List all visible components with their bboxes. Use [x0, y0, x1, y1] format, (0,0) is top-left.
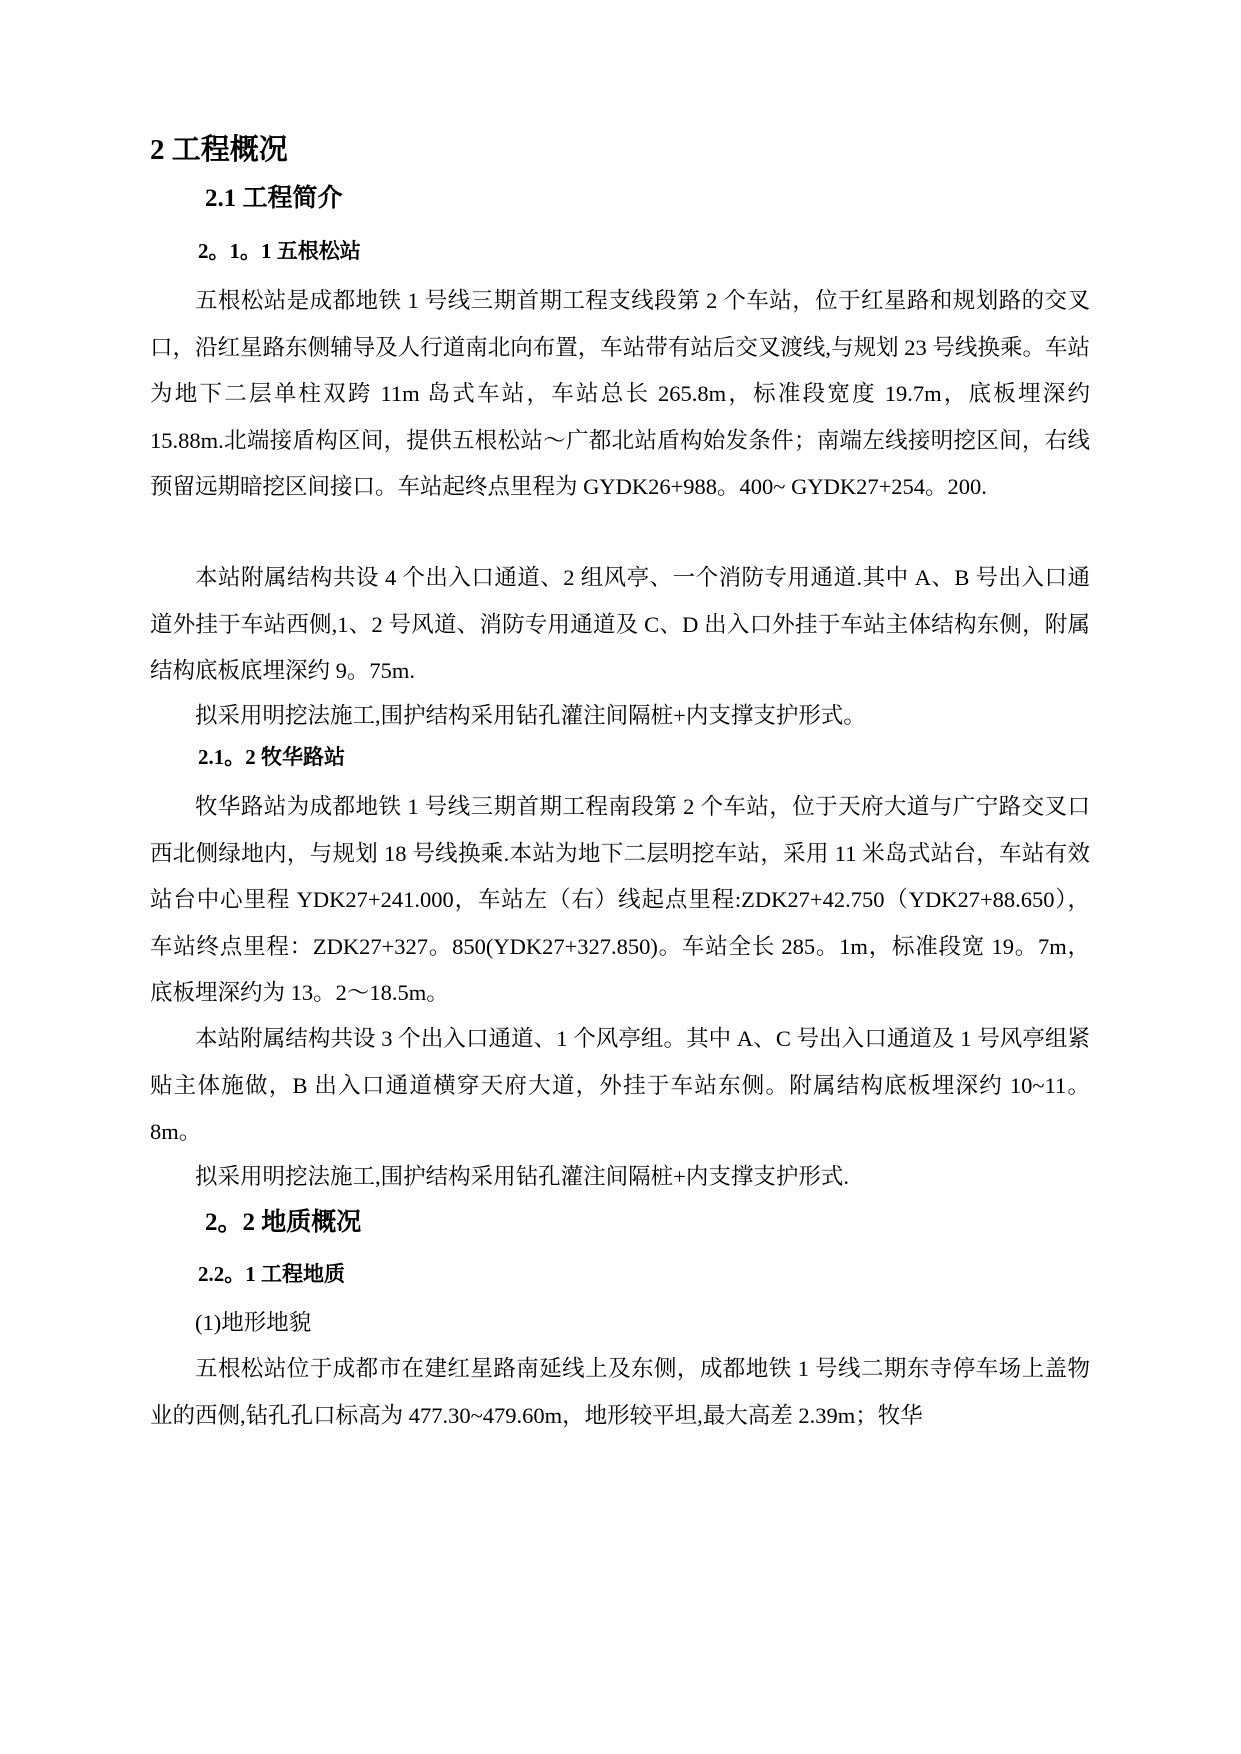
heading-engineering-geology: 2.2。1 工程地质 [198, 1262, 345, 1286]
section-heading: 2 工程概况 [150, 134, 288, 166]
subsection-heading-geology: 2。2 地质概况 [205, 1209, 362, 1236]
heading-wugensong-station: 2。1。1 五根松站 [198, 239, 361, 263]
heading-muhualu-station: 2.1。2 牧华路站 [198, 745, 345, 769]
paragraph-muhualu-construction: 拟采用明挖法施工,围护结构采用钻孔灌注间隔桩+内支撑支护形式. [195, 1164, 849, 1189]
subheading-topography: (1)地形地貌 [195, 1310, 312, 1335]
paragraph-wugensong-overview: 五根松站是成都地铁 1 号线三期首期工程支线段第 2 个车站，位于红星路和规划路的交叉口，沿红星路东侧辅导及人行道南北向布置，车站带有站后交叉渡线,与规划 23 号线换乘。车站为地下二层单柱双跨 11m 岛式车站，车站总长 265.8m，标准段宽度 19.7m，底板埋深约 15.88m.北端接盾构区间，提供五根松站～广都北站盾构始发条件；南端左线接明挖区间，右线预留远期暗挖区间接口。车站起终点里程为 GYDK26+988。400~ GYDK27+254。200. [150, 288, 1090, 499]
paragraph-muhualu-overview: 牧华路站为成都地铁 1 号线三期首期工程南段第 2 个车站，位于天府大道与广宁路交叉口西北侧绿地内，与规划 18 号线换乘.本站为地下二层明挖车站，采用 11 米岛式站台，车站有效站台中心里程 YDK27+241.000，车站左（右）线起点里程:ZDK27+42.750（YDK27+88.650），车站终点里程：ZDK27+327。850(YDK27+327.850)。车站全长 285。1m，标准段宽 19。7m，底板埋深约为 13。2～18.5m。 [150, 794, 1090, 1005]
paragraph-muhualu-ancillary: 本站附属结构共设 3 个出入口通道、1 个风亭组。其中 A、C 号出入口通道及 1 号风亭组紧贴主体施做，B 出入口通道横穿天府大道，外挂于车站东侧。附属结构底板埋深约 10~11。8m。 [150, 1026, 1090, 1144]
paragraph-wugensong-construction: 拟采用明挖法施工,围护结构采用钻孔灌注间隔桩+内支撑支护形式。 [195, 703, 866, 728]
paragraph-topography: 五根松站位于成都市在建红星路南延线上及东侧，成都地铁 1 号线二期东寺停车场上盖物业的西侧,钻孔孔口标高为 477.30~479.60m，地形较平坦,最大高差 2.39m；牧华 [150, 1356, 1090, 1428]
subsection-heading-intro: 2.1 工程简介 [205, 185, 343, 212]
paragraph-wugensong-ancillary: 本站附属结构共设 4 个出入口通道、2 组风亭、一个消防专用通道.其中 A、B 号出入口通道外挂于车站西侧,1、2 号风道、消防专用通道及 C、D 出入口外挂于车站主体结构东侧，附属结构底板底埋深约 9。75m. [150, 565, 1090, 683]
